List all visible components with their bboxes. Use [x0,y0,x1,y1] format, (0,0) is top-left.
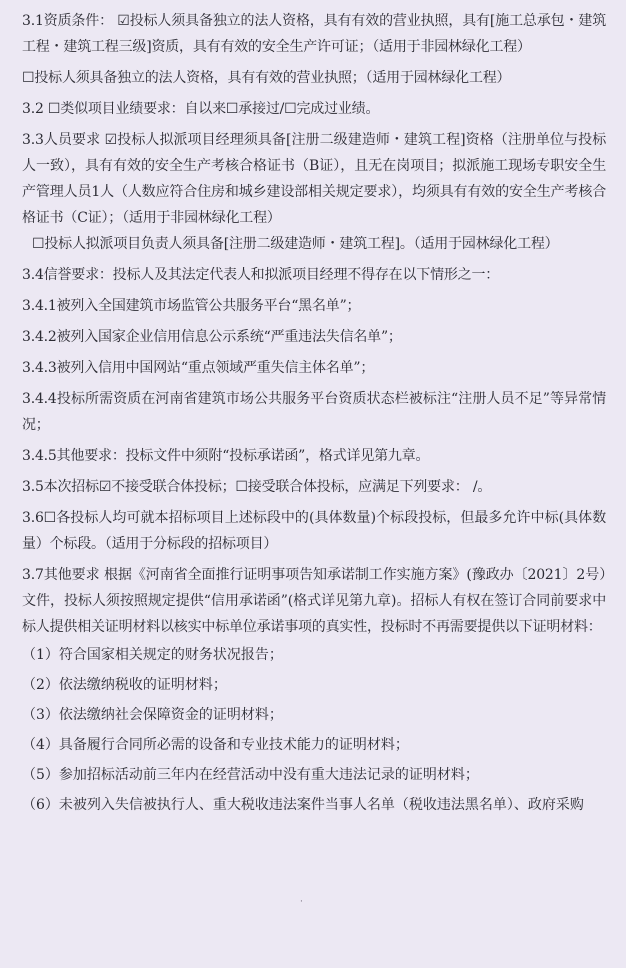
clause-3-4: 3.4信誉要求：投标人及其法定代表人和拟派项目经理不得存在以下情形之一： [22,267,500,283]
clause-3-1: 3.1资质条件： ☑投标人须具备独立的法人资格，具有有效的营业执照，具有[施工总承包・建筑工程・建筑工程三级]资质，具有有效的安全生产许可证；（适用于非园林绿化工程） [22,13,606,55]
list-item: （4）具备履行合同所必需的设备和专业技术能力的证明材料； [22,737,409,753]
list-item: （2）依法缴纳税收的证明材料； [22,677,227,693]
clause-3-1-alt: ☐投标人须具备独立的法人资格，具有有效的营业执照；（适用于园林绿化工程） [22,70,511,86]
list-item: （5）参加招标活动前三年内在经营活动中没有重大违法记录的证明材料； [22,767,479,783]
clause-3-4-1: 3.4.1被列入全国建筑市场监管公共服务平台“黑名单”； [22,298,361,314]
clause-3-7: 3.7其他要求 根据《河南省全面推行证明事项告知承诺制工作实施方案》(豫政办〔2021〕2号）文件，投标人须按照规定提供“信用承诺函”(格式详见第九章)。招标人有权在签订合同前要求中标人提供相关证明材料以核实中标单位承诺事项的真实性，投标时不再需要提供以下证明材料： [22,567,606,635]
list-item: （6）未被列入失信被执行人、重大税收违法案件当事人名单（税收违法黑名单）、政府采购 [22,797,584,813]
footer-mark: · [300,897,303,907]
clause-3-3-alt: ☐投标人拟派项目负责人须具备[注册二级建造师・建筑工程]。（适用于园林绿化工程） [32,236,559,252]
clause-3-5: 3.5本次招标☑不接受联合体投标；☐接受联合体投标，应满足下列要求： /。 [22,479,492,495]
clause-3-4-2: 3.4.2被列入国家企业信用信息公示系统“严重违法失信名单”； [22,329,402,345]
list-item: （1）符合国家相关规定的财务状况报告； [22,647,283,663]
clause-3-4-3: 3.4.3被列入信用中国网站“重点领域严重失信主体名单”； [22,360,375,376]
list-item: （3）依法缴纳社会保障资金的证明材料； [22,707,283,723]
clause-3-4-5: 3.4.5其他要求：投标文件中须附“投标承诺函”，格式详见第九章。 [22,448,430,464]
clause-3-6: 3.6☐各投标人均可就本招标项目上述标段中的(具体数量)个标段投标，但最多允许中标(具体数量）个标段。（适用于分标段的招标项目） [22,510,606,552]
clause-3-3: 3.3人员要求 ☑投标人拟派项目经理须具备[注册二级建造师・建筑工程]资格（注册单位与投标人一致），具有有效的安全生产考核合格证书（B证），且无在岗项目；拟派施工现场专职安全生产管理人员1人（人数应符合住房和城乡建设部相关规定要求），均须具有有效的安全生产考核合格证书（C证）；（适用于非园林绿化工程） [22,132,606,226]
clause-3-2: 3.2 ☐类似项目业绩要求：自以来☐承接过/☐完成过业绩。 [22,101,380,117]
clause-3-4-4: 3.4.4投标所需资质在河南省建筑市场公共服务平台资质状态栏被标注“注册人员不足”等异常情况； [22,391,606,433]
